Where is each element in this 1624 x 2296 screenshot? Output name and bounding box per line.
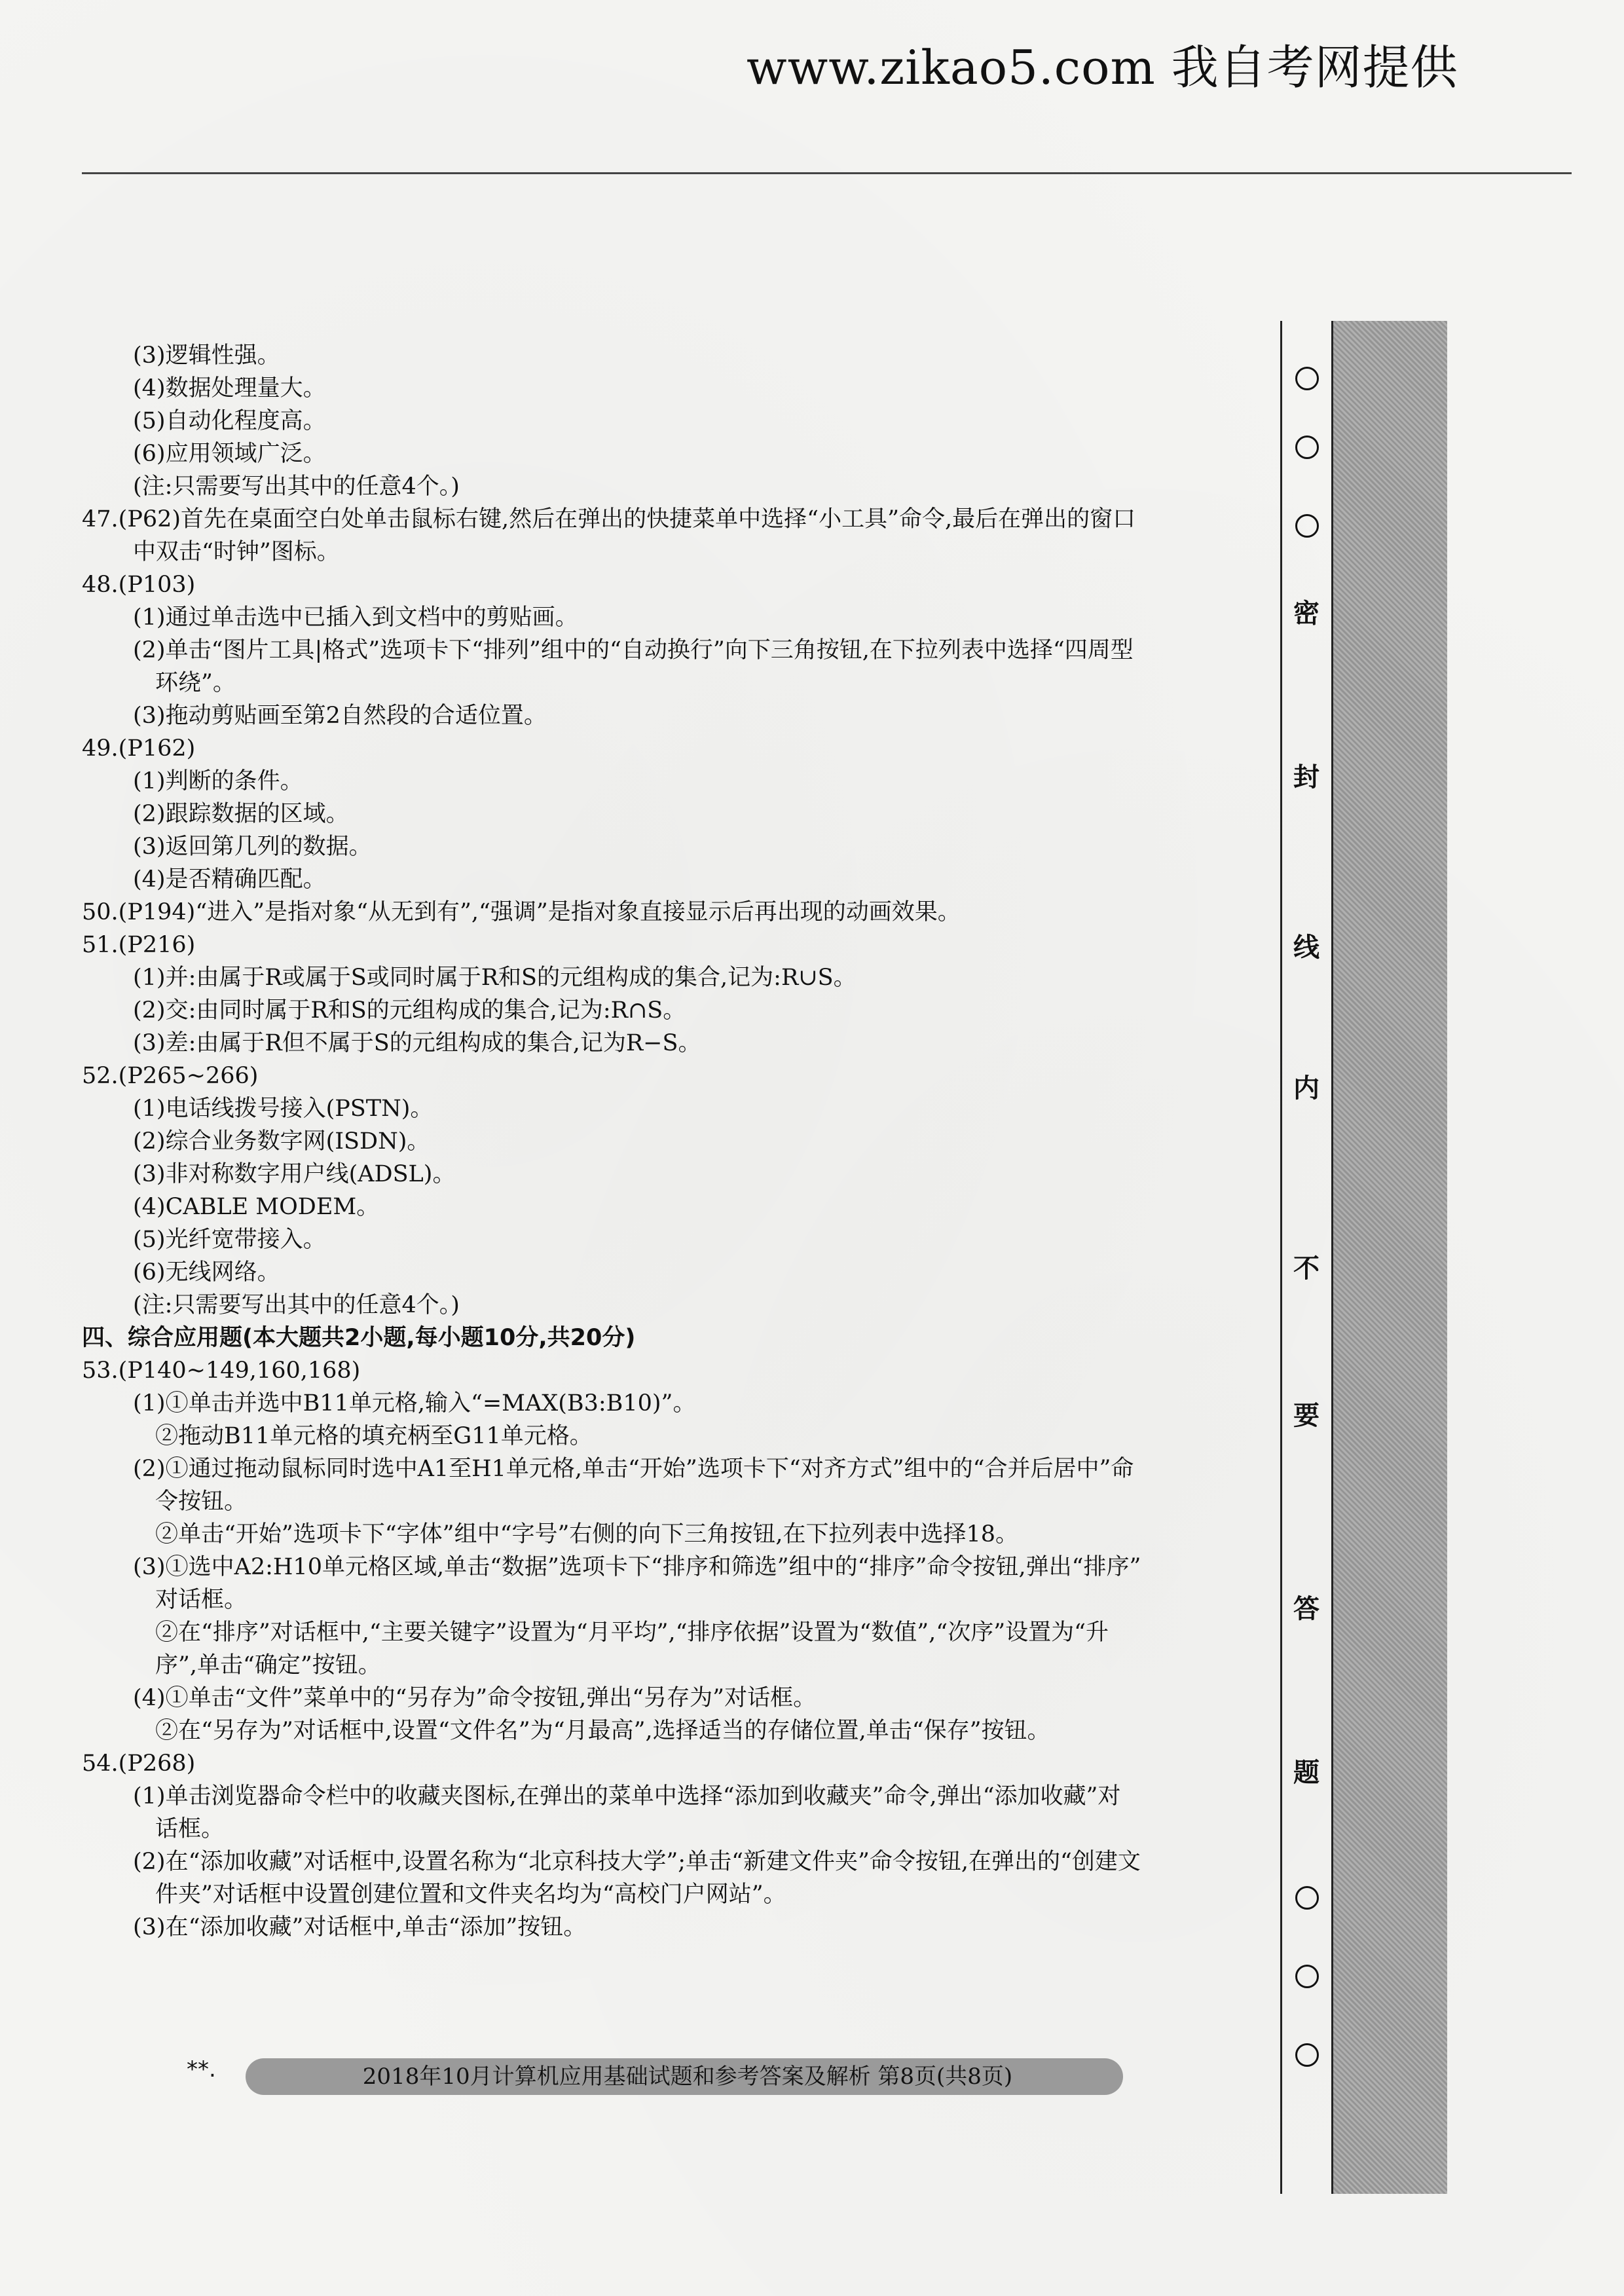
- answer-line: 52.(P265~266): [82, 1063, 259, 1089]
- answer-line: (1)电话线拨号接入(PSTN)。: [133, 1096, 434, 1122]
- shaded-binding-strip: [1333, 321, 1447, 2194]
- answer-line: (1)单击浏览器命令栏中的收藏夹图标,在弹出的菜单中选择“添加到收藏夹”命令,弹出“添加收藏”对: [133, 1783, 1121, 1809]
- answer-line: 环绕”。: [155, 670, 236, 696]
- watermark-header: www.zikao5.com 我自考网提供: [747, 40, 1458, 95]
- seal-circle-icon: [1295, 435, 1319, 459]
- answer-line: ②单击“开始”选项卡下“字体”组中“字号”右侧的向下三角按钮,在下拉列表中选择18。: [155, 1521, 1019, 1547]
- answer-line: 令按钮。: [155, 1489, 248, 1515]
- seal-glyph: 密: [1293, 599, 1320, 629]
- seal-glyph: 要: [1293, 1401, 1320, 1431]
- answer-line: ②在“排序”对话框中,“主要关键字”设置为“月平均”,“排序依据”设置为“数值”,“次序”设置为“升: [155, 1620, 1109, 1646]
- answer-line: (3)①选中A2:H10单元格区域,单击“数据”选项卡下“排序和筛选”组中的“排序”命令按钮,弹出“排序”: [133, 1554, 1141, 1580]
- answer-line: (1)通过单击选中已插入到文档中的剪贴画。: [133, 604, 578, 631]
- seal-circle-icon: [1295, 514, 1319, 538]
- answer-line: (2)交:由同时属于R和S的元组构成的集合,记为:R∩S。: [133, 997, 686, 1024]
- seal-glyph: 内: [1293, 1073, 1320, 1103]
- answer-line: (5)光纤宽带接入。: [133, 1227, 326, 1253]
- answer-line: (4)①单击“文件”菜单中的“另存为”命令按钮,弹出“另存为”对话框。: [133, 1685, 817, 1711]
- seal-margin: [1280, 321, 1333, 2194]
- footer-mark: **.: [187, 2056, 216, 2083]
- answer-line: (3)非对称数字用户线(ADSL)。: [133, 1161, 456, 1187]
- seal-circle-icon: [1295, 2043, 1319, 2067]
- answer-line: 对话框。: [155, 1587, 248, 1613]
- answer-line: ②拖动B11单元格的填充柄至G11单元格。: [155, 1423, 593, 1449]
- answer-line: 50.(P194)“进入”是指对象“从无到有”,“强调”是指对象直接显示后再出现的动画效果。: [82, 899, 961, 925]
- seal-circle-icon: [1295, 1965, 1319, 1988]
- footer-page-info: 2018年10月计算机应用基础试题和参考答案及解析 第8页(共8页): [362, 2064, 1013, 2090]
- seal-glyph: 答: [1293, 1594, 1320, 1624]
- answer-line: (注:只需要写出其中的任意4个。): [133, 473, 460, 500]
- answer-line: 53.(P140~149,160,168): [82, 1358, 361, 1384]
- answer-line: (2)单击“图片工具|格式”选项卡下“排列”组中的“自动换行”向下三角按钮,在下拉列表中选择“四周型: [133, 637, 1134, 663]
- answer-line: (3)差:由属于R但不属于S的元组构成的集合,记为R−S。: [133, 1030, 701, 1056]
- seal-circle-icon: [1295, 1886, 1319, 1910]
- answer-line: 中双击“时钟”图标。: [133, 539, 340, 565]
- answer-line: 51.(P216): [82, 932, 196, 958]
- seal-circle-icon: [1295, 367, 1319, 390]
- answer-line: (2)跟踪数据的区域。: [133, 801, 349, 827]
- answer-line: ②在“另存为”对话框中,设置“文件名”为“月最高”,选择适当的存储位置,单击“保存”按钮。: [155, 1718, 1050, 1744]
- seal-glyph: 不: [1293, 1253, 1320, 1284]
- answer-line: (2)①通过拖动鼠标同时选中A1至H1单元格,单击“开始”选项卡下“对齐方式”组中的“合并后居中”命: [133, 1456, 1134, 1482]
- answer-line: (3)拖动剪贴画至第2自然段的合适位置。: [133, 703, 547, 729]
- answer-line: 49.(P162): [82, 735, 196, 762]
- answer-line: (4)CABLE MODEM。: [133, 1194, 380, 1220]
- answer-line: 47.(P62)首先在桌面空白处单击鼠标右键,然后在弹出的快捷菜单中选择“小工具”命令,最后在弹出的窗口: [82, 506, 1136, 532]
- answer-line: (2)在“添加收藏”对话框中,设置名称为“北京科技大学”;单击“新建文件夹”命令按钮,在弹出的“创建文: [133, 1849, 1141, 1875]
- answer-line: (4)是否精确匹配。: [133, 866, 326, 893]
- answer-line: (2)综合业务数字网(ISDN)。: [133, 1128, 430, 1155]
- section-heading: 四、综合应用题(本大题共2小题,每小题10分,共20分): [82, 1325, 636, 1351]
- answer-line: (1)①单击并选中B11单元格,输入“=MAX(B3:B10)”。: [133, 1390, 696, 1416]
- seal-glyph: 封: [1293, 762, 1320, 792]
- answer-line: 话框。: [155, 1816, 225, 1842]
- seal-glyph: 题: [1293, 1758, 1320, 1788]
- answer-line: (1)并:由属于R或属于S或同时属于R和S的元组构成的集合,记为:R∪S。: [133, 965, 857, 991]
- answer-line: (3)逻辑性强。: [133, 343, 280, 369]
- answer-line: (5)自动化程度高。: [133, 408, 326, 434]
- seal-glyph: 线: [1293, 933, 1320, 963]
- answer-line: (4)数据处理量大。: [133, 375, 326, 401]
- answer-line: (3)返回第几列的数据。: [133, 834, 372, 860]
- answer-line: (3)在“添加收藏”对话框中,单击“添加”按钮。: [133, 1914, 587, 1940]
- answer-line: (6)应用领域广泛。: [133, 441, 326, 467]
- answer-line: 48.(P103): [82, 572, 196, 598]
- top-rule: [82, 172, 1572, 174]
- answer-line: (6)无线网络。: [133, 1259, 280, 1286]
- answer-body: [82, 339, 1254, 1944]
- answer-line: (1)判断的条件。: [133, 768, 303, 794]
- answer-line: (注:只需要写出其中的任意4个。): [133, 1292, 460, 1318]
- answer-line: 件夹”对话框中设置创建位置和文件夹名均为“高校门户网站”。: [155, 1881, 786, 1908]
- answer-line: 54.(P268): [82, 1750, 196, 1777]
- answer-line: 序”,单击“确定”按钮。: [155, 1652, 381, 1678]
